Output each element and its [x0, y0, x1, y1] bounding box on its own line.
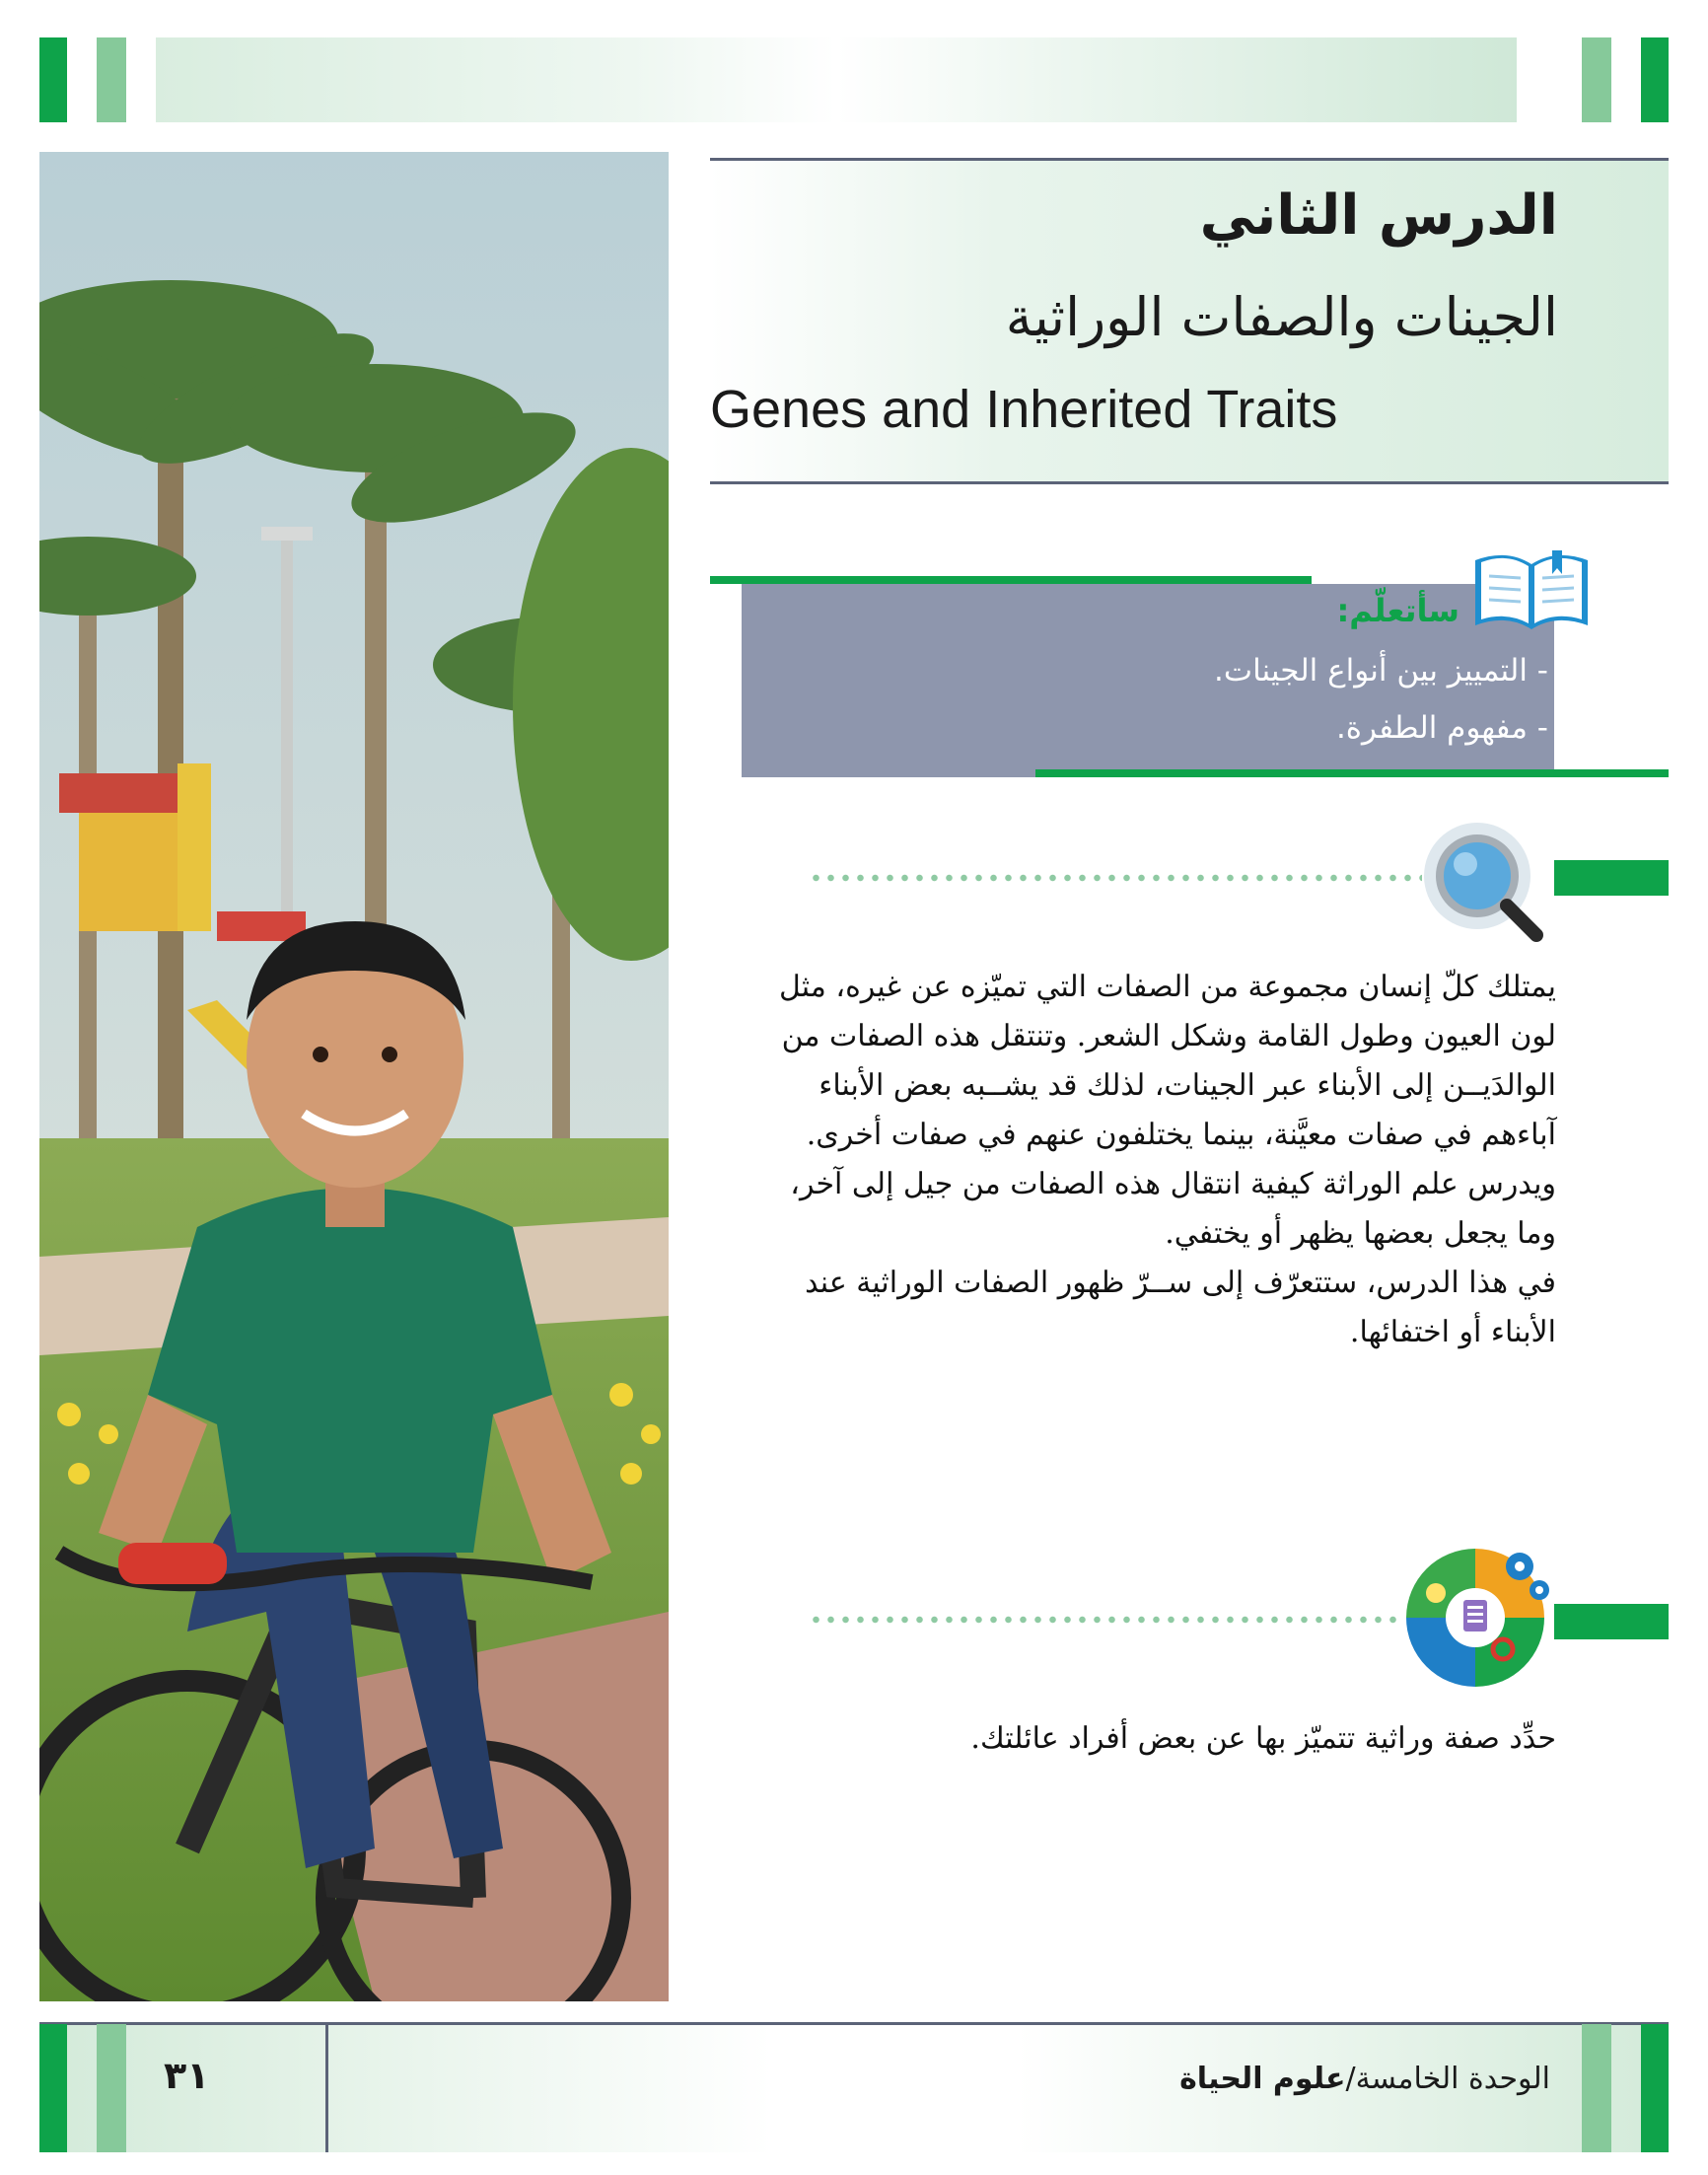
objectives-heading: سأتعلّم:	[1336, 592, 1459, 629]
top-right-light-bar	[1582, 37, 1611, 122]
title-top-divider	[710, 158, 1669, 161]
intro-line-5: ويدرس علم الوراثة كيفية انتقال هذه الصفات من جيل إلى آخر،	[790, 1167, 1556, 1201]
intro-line-2: لون العيون وطول القامة وشكل الشعر. وتنتقل هذه الصفات من	[781, 1019, 1556, 1053]
magnifier-icon	[1420, 819, 1548, 947]
footer-right-light-bar	[1582, 2024, 1611, 2152]
intro-line-8: الأبناء أو اختفائها.	[1349, 1315, 1556, 1349]
intro-line-4: آباءهم في صفات معيَّنة، بينما يختلفون عنهم في صفات أخرى.	[806, 1118, 1556, 1152]
open-book-icon	[1467, 541, 1596, 639]
intro-line-1: يمتلك كلّ إنسان مجموعة من الصفات التي تميّزه عن غيره، مثل	[779, 970, 1556, 1004]
activity-green-bar	[1554, 1604, 1669, 1639]
footer-unit-label: الوحدة الخامسة/	[1345, 2062, 1550, 2096]
title-bottom-divider	[710, 481, 1669, 484]
top-band	[156, 37, 1517, 122]
footer-left-green-bar	[39, 2024, 67, 2152]
objectives-bottom-line	[1035, 769, 1669, 777]
footer-top-divider	[39, 2022, 1669, 2025]
footer-left-light-bar	[97, 2024, 126, 2152]
footer-right-green-bar	[1641, 2024, 1669, 2152]
top-left-light-bar	[97, 37, 126, 122]
lesson-arabic-title: الجينات والصفات الوراثية	[1005, 286, 1558, 348]
footer-subject: علوم الحياة	[1179, 2062, 1346, 2096]
lesson-english-title: Genes and Inherited Traits	[710, 380, 1338, 439]
lesson-number-title: الدرس الثاني	[1199, 183, 1558, 248]
intro-paragraph	[710, 963, 1556, 1357]
objective-item-1: - التمييز بين أنواع الجينات.	[1214, 653, 1548, 689]
footer-page-divider	[325, 2024, 328, 2152]
footer-unit	[986, 2062, 1550, 2096]
objectives-top-line	[710, 576, 1312, 584]
objective-item-2: - مفهوم الطفرة.	[1335, 710, 1548, 746]
activity-text: حدِّد صفة وراثية تتميّز بها عن بعض أفراد عائلتك.	[970, 1721, 1556, 1756]
intro-line-6: وما يجعل بعضها يظهر أو يختفي.	[1165, 1216, 1556, 1251]
intro-line-7: في هذا الدرس، ستتعرّف إلى ســرّ ظهور الصفات الوراثية عند	[805, 1266, 1556, 1300]
top-right-green-bar	[1641, 37, 1669, 122]
activity-dotted-line	[809, 1616, 1402, 1624]
activity-wheel-icon	[1396, 1539, 1554, 1697]
intro-dotted-line	[809, 874, 1422, 882]
top-left-green-bar	[39, 37, 67, 122]
intro-line-3: الوالدَيــن إلى الأبناء عبر الجينات، لذلك قد يشــبه بعض الأبناء	[818, 1068, 1556, 1103]
page-number: ٣١	[164, 2054, 210, 2097]
intro-green-bar	[1554, 860, 1669, 896]
boy-on-bicycle-photo	[39, 152, 669, 2001]
